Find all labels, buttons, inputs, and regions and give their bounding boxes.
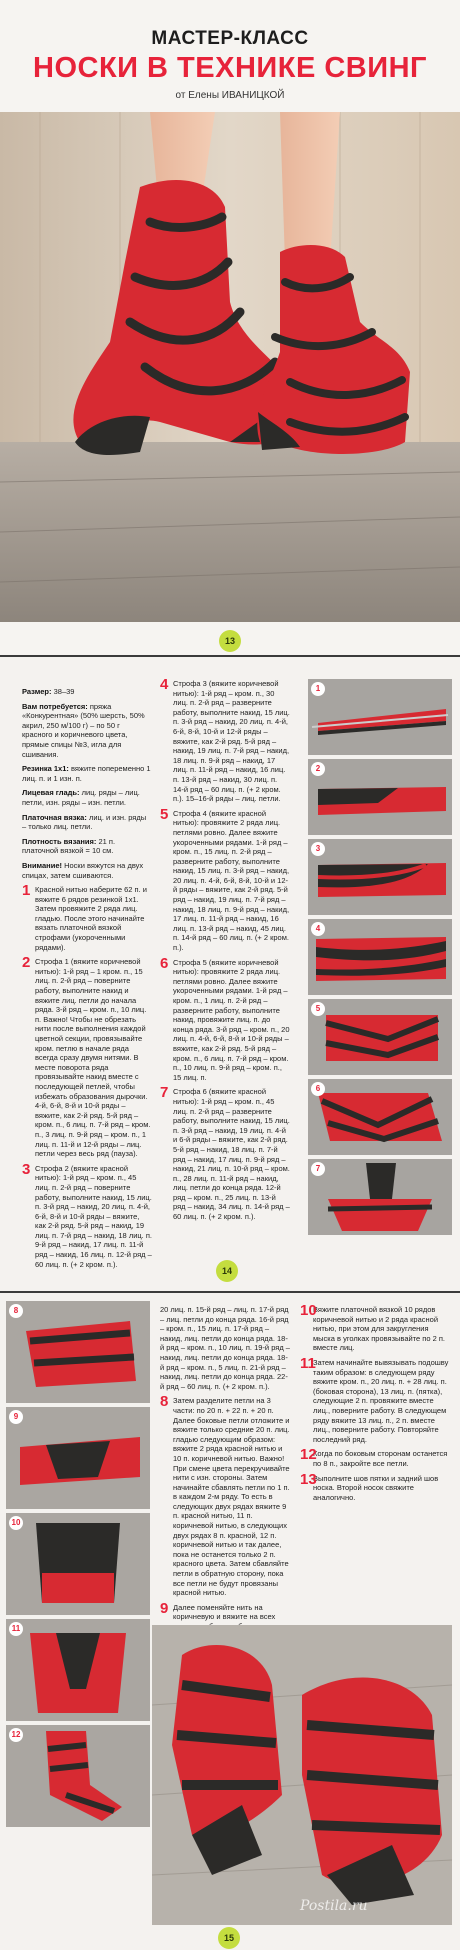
hero-photo [0,112,460,622]
page-number: 14 [216,1260,238,1282]
author-line: от Елены ИВАНИЦКОЙ [175,90,285,101]
stockinette-label: Лицевая гладь: [22,788,80,798]
rib-label: Резинка 1х1: [22,764,69,774]
rib-text: вяжите попеременно 1 лиц. п. и 1 изн. п. [22,764,151,783]
step-photo-5: 5 [308,999,452,1075]
step-5: 5 Строфа 4 (вяжите красной нитью): провяжите 2 ряда лиц. петлями ровно. Далее вяжите укороченными рядами. 1-й ряд – кром. п., 15 лиц. п. 2-й ряд – разверните работу, выполните накид, 15 лиц. п. 3-й ряд – накид, 20 лиц. п. 4-й, 6-й, 8-й, 10-й и 12-й ряды – вяжите, как 2-й ряд. 5-й ряд – накид, 19 лиц. п. 7-й ряд – накид, 18 лиц. п. 9-й ряд – накид, 17 лиц. п. 11-й ряд – накид, 16 лиц. п. 13-й ряд – накид, 45 лиц. п. 14-й ряд – 60 лиц. п. (+ 2 кром. п.). [160,805,290,953]
stockinette-text: лиц. ряды – лиц. петли, изн. ряды – изн. петли. [22,788,140,807]
step-2: 2 Строфа 1 (вяжите коричневой нитью): 1-й ряд – 1 кром. п., 15 лиц. п. 2-й ряд – поверните работу, выполните накид и вяжите лиц. петли до начала ряда. 3-й ряд – кром. п., 10 лиц. п. Важно! Чтобы не обрезать нити после выполнения каждой цветной секции, провязывайте кром. петлю в начале ряда всегда сразу двумя нитями. В месте поворота ряда провязывайте накид вместе с последующей петлей, чтобы избежать образования дырочки. 4-й, 6-й, 8-й и 10-й ряды – вяжите, как 2-й ряд. 5-й ряд – кром. п., 6 лиц. п. 7-й ряд – кром. п., 3 лиц. п. 9-й ряд – кром. п., 1 лиц. п. 11-й и 12-й ряды – лиц. петли через весь ряд (пауза). [22,954,151,1159]
step-photo-6: 6 [308,1079,452,1155]
page-title: НОСКИ В ТЕХНИКЕ СВИНГ [33,52,427,84]
step-1: 1 Красной нитью наберите 62 п. и вяжите 6 рядов резинкой 1х1. Затем провяжите 2 ряда лиц. гладью. После этого начинайте вязать платочной вязкой строфами (укороченными рядами). [22,882,147,952]
step-11: 11 Затем начинайте вывязывать подошву таким образом: в следующем ряду вяжите кром. п., 20 лиц. п. + 28 лиц. п. (боковая сторона), 13 лиц. п. (пятка), следующие 2 п. провяжите вместе лиц., поверните работу. В следующем ряду вяжите 13 лиц. п., 2 п. вместе лиц., поверните работу. Повторяйте последний ряд. [300,1354,449,1444]
step-photos-left [6,1301,150,1831]
step-photo-7: 7 [308,1159,452,1235]
step-6: 6 Строфа 5 (вяжите коричневой нитью): провяжите 2 ряда лиц. петлями ровно. Далее вяжите укороченными рядами. 1-й ряд – кром. п., 1 лиц. п. 2-й ряд – разверните работу, выполните накид, провяжите лиц. п. до конца ряда. 3-й ряд – кром. п., 20 лиц. п. 4-й, 6-й, 8-й и 10-й ряды – вяжите, как 2-й ряд. 5-й ряд – кром. п., 6 лиц. п. 7-й ряд – кром. п., 10 лиц. п. 9-й ряд – кром. п., 15 лиц. п. [160,954,290,1082]
step-4: 4 Строфа 3 (вяжите коричневой нитью): 1-й ряд – кром. п., 30 лиц. п. 2-й ряд – разверните работу, выполните накид, 15 лиц. п. 3-й ряд – накид, 20 лиц. п. 4-й, 6-й, 8-й, 10-й и 12-й ряды – вяжите, как 2-й ряд. 5-й ряд – накид, 19 лиц. п. 7-й ряд – накид, 18 лиц. п. 9-й ряд – накид, 17 лиц. п. 11-й ряд – накид, 16 лиц. п. 13-й ряд – накид, 30 лиц. п. 14-й ряд – 60 лиц. п. (+ 2 кром. п.). 15–16-й ряды – лиц. петли. [160,676,290,804]
garter-label: Платочная вязка: [22,812,87,822]
step-photos [308,679,452,1239]
step-12: 12 Когда по боковым сторонам останется по 8 п., закройте все петли. [300,1446,448,1468]
step-photo-12: 12 [6,1725,150,1827]
instructions-column-4 [300,1302,450,1507]
page-15 [0,1291,460,1950]
step-7-continued: 20 лиц. п. 15-й ряд – лиц. п. 17-й ряд – лиц. петли до конца ряда. 16-й ряд – кром. п., 15 лиц. п. 17-й ряд – накид, лиц. петли до конца ряда. 18-й ряд – кром. п., 10 лиц. п. 19-й ряд – накид, лиц. петли до конца ряда. 18-й ряд – кром. п., 5 лиц. п. 21-й ряд – накид, лиц. петли до конца ряда. 22-й ряд – 60 лиц. п. (+ 2 кром. п.). [160,1305,290,1391]
page-number: 15 [218,1927,240,1949]
size-label: Размер: [22,687,52,696]
finished-socks-photo [152,1625,452,1925]
step-photo-1: 1 [308,679,452,755]
step-photo-9: 9 [6,1407,150,1509]
step-photo-8: 8 [6,1301,150,1403]
attention-text: Носки вяжутся на двух спицах, затем сшиваются. [22,860,144,880]
step-photo-4: 4 [308,919,452,995]
step-8: 8 Затем разделите петли на 3 части: по 20 п. + 22 п. + 20 п. Далее боковые петли отложите и вяжите только средние 20 п. лиц. гладью следующим образом: вяжите 2 ряда красной нитью и 10 п. коричневой нитью. Важно! При смене цвета перекручивайте нити с изн. стороны. Затем начинайте сбавлять петли по 1 п. в каждом 2-м ряду. То есть в следующих двух рядах вяжите 9 п. красной нитью, 11 п. коричневой нитью, в следующих двух рядах 8 п. красной, 12 п. коричневой нитью и так далее, пока не останется только 2 п. красного цвета. Затем сбавляйте петли в обратную сторону, пока все петли не будут провязаны красной нитью. [160,1393,290,1598]
page-number: 13 [219,630,241,652]
step-10: 10 Вяжите платочной вязкой 10 рядов коричневой нитью и 2 ряда красной нитью, при этом для закругления мыска в уголках провязывайте по 2 п. вместе лиц. [300,1302,445,1353]
page-14 [0,655,460,1291]
materials-label: Вам потребуется: [22,701,88,711]
instructions-column-2 [160,676,290,1227]
gauge-text: 21 п. платочной вязкой = 10 см. [22,836,116,856]
materials-text: пряжа «Конкурентная» (50% шерсть, 50% акрил, 250 м/100 г) – по 50 г красного и коричневого цвета, прямые спицы №3, игла для сшивания. [22,701,145,759]
attention-label: Внимание! [22,860,62,870]
garter-text: лиц. и изн. ряды – только лиц. петли. [22,812,147,832]
step-7: 7 Строфа 6 (вяжите красной нитью): 1-й ряд – кром. п., 45 лиц. п. 2-й ряд – разверните работу, выполните накид, 15 лиц. п. 3-й ряд – накид, 19 лиц. п. 4-й и 6-й ряды – вяжите, как 2-й ряд. 5-й ряд – накид, 18 лиц. п. 7-й ряд – накид, 17 лиц. п. 9-й ряд – накид, 21 лиц. п. 10-й ряд – кром. п., 28 лиц. п. 11-й ряд – накид, лиц. петли до конца ряда. 12-й ряд – кром. п., 25 лиц. п. 13-й ряд – накид, 34 лиц. п. 14-й ряд – 60 лиц. п. (+ 2 кром. п.). [160,1084,290,1222]
kicker: МАСТЕР-КЛАСС [151,28,309,49]
size-value: 38–39 [53,687,75,696]
instructions-column-3 [160,1305,290,1665]
watermark: Postila.ru [300,1898,368,1914]
step-photo-10: 10 [6,1513,150,1615]
instructions-column-1 [22,687,152,1274]
step-photo-3: 3 [308,839,452,915]
step-photo-2: 2 [308,759,452,835]
gauge-label: Плотность вязания: [22,836,97,846]
page-13 [0,0,460,655]
step-9: 9 Далее поменяйте нить на коричневую и вяжите на всех [160,1599,276,1622]
step-3: 3 Строфа 2 (вяжите красной нитью): 1-й ряд – кром. п., 45 лиц. п. 2-й ряд – поверните работу, выполните накид, 15 лиц. п. 3-й ряд – накид, 20 лиц. п. 4-й, 6-й, 8-й и 10-й ряды – вяжите, как 2-й ряд. 5-й ряд – накид, 19 лиц. п. 7-й ряд – накид, 18 лиц. п. 9-й ряд – накид, 17 лиц. п. 11-й ряд – накид, 16 лиц. п. 12-й ряд – 60 лиц. п. (+ 2 кром. п.). [22,1160,152,1269]
step-13: 13 Выполните шов пятки и задний шов носка. Второй носок свяжите аналогично. [300,1470,439,1502]
step-photo-11: 11 [6,1619,150,1721]
